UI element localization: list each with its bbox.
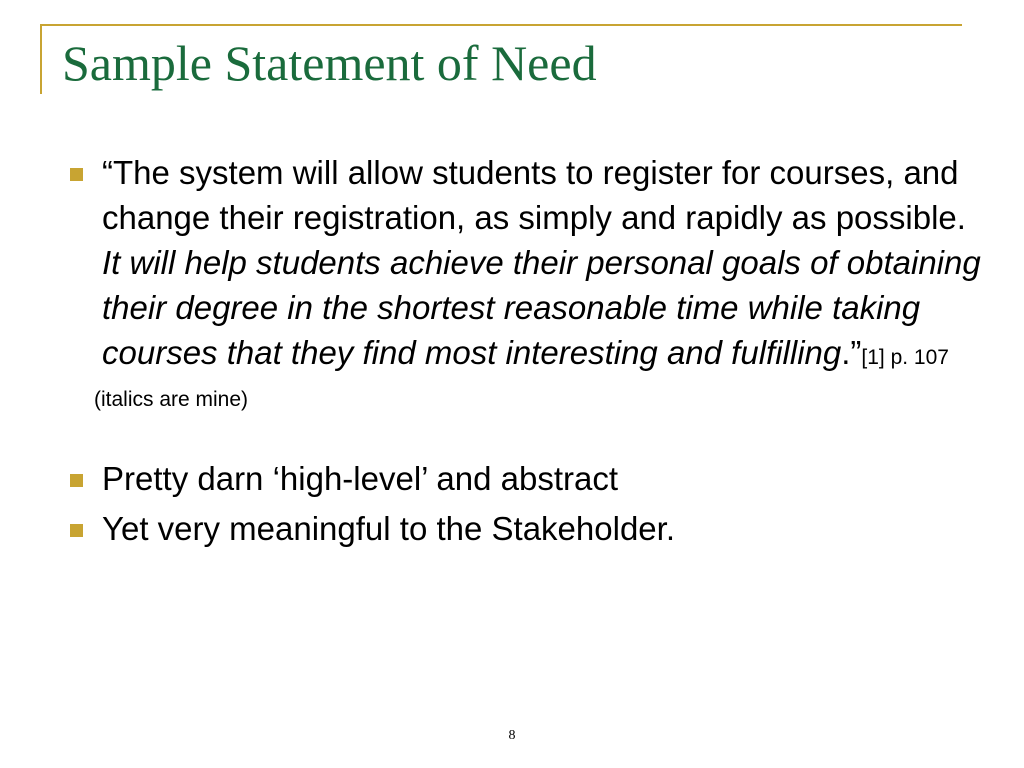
- page-number: 8: [508, 728, 516, 743]
- italics-note: (italics are mine): [94, 388, 249, 411]
- bullet-stakeholder-text: Yet very meaningful to the Stakeholder.: [102, 510, 675, 547]
- slide-title: Sample Statement of Need: [62, 35, 597, 91]
- square-bullet-icon: [70, 524, 83, 537]
- citation: [1] p. 107: [861, 346, 949, 369]
- title-frame-left-line: [40, 24, 42, 94]
- bullet-high-level: [62, 454, 982, 504]
- bullet-high-level-text: Pretty darn ‘high-level’ and abstract: [102, 460, 619, 497]
- bullet-stakeholder: [62, 504, 982, 554]
- bullet-quote: [62, 150, 982, 380]
- slide-content: [62, 150, 982, 554]
- square-bullet-icon: [70, 474, 83, 487]
- square-bullet-icon: [70, 168, 83, 181]
- quote-italic-text: It will help students achieve their personal goals of obtaining their degree in the shortest reasonable time while taking courses that they find most interesting and fulfilling: [102, 244, 981, 371]
- quote-close: .”: [841, 334, 862, 371]
- quote-plain-text: “The system will allow students to register for courses, and change their registration, as simply and rapidly as possible.: [102, 154, 966, 236]
- title-frame-top-line: [40, 24, 962, 26]
